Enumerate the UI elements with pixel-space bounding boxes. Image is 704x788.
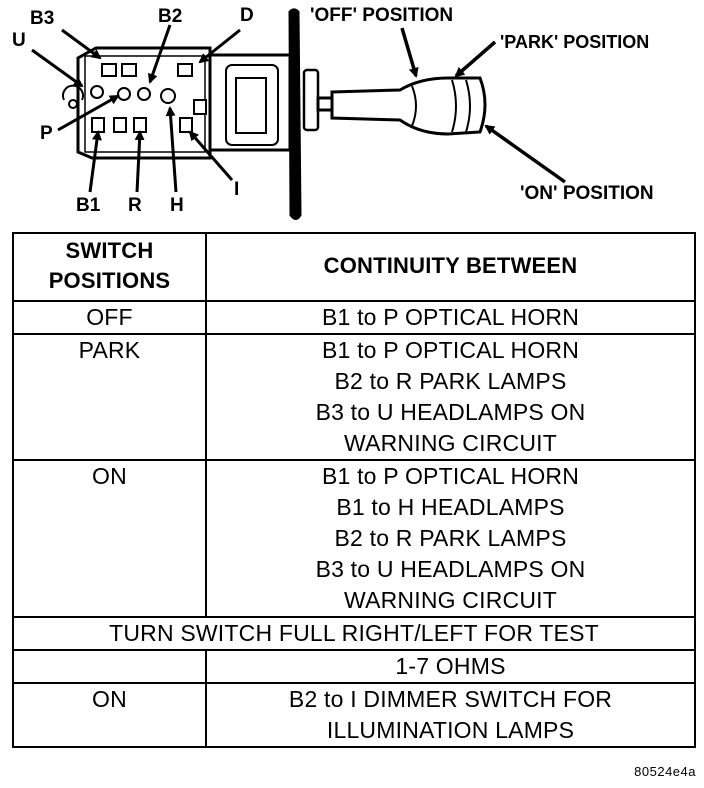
continuity-between-header: CONTINUITY BETWEEN: [206, 233, 695, 301]
continuity-line: ILLUMINATION LAMPS: [326, 717, 575, 743]
header-line-1: SWITCH: [65, 238, 154, 263]
terminal-label-r: R: [128, 195, 142, 216]
test-instruction-cell: TURN SWITCH FULL RIGHT/LEFT FOR TEST: [13, 617, 695, 650]
terminals: [91, 64, 206, 132]
continuity-line: B2 to R PARK LAMPS: [334, 525, 567, 551]
continuity-line: B2 to I DIMMER SWITCH FOR: [288, 686, 613, 712]
continuity-line: WARNING CIRCUIT: [344, 430, 557, 456]
terminal-label-b1: B1: [76, 195, 101, 216]
figure-code: 80524e4a: [634, 764, 696, 779]
table-row-on: [13, 460, 695, 617]
switch-knob: [318, 78, 485, 134]
continuity-line: B3 to U HEADLAMPS ON: [315, 399, 586, 425]
mounting-plate: [290, 10, 318, 219]
on-position-label: 'ON' POSITION: [520, 183, 654, 204]
ohms-cell: 1-7 OHMS: [206, 650, 695, 683]
terminal-label-u: U: [12, 30, 26, 51]
continuity-line: B1 to P OPTICAL HORN: [321, 463, 580, 489]
switch-positions-header: [13, 233, 206, 301]
off-position-label: 'OFF' POSITION: [310, 5, 454, 26]
terminal-label-p: P: [40, 123, 53, 144]
terminal-label-i: I: [234, 179, 240, 200]
terminal-label-d: D: [240, 5, 254, 26]
headlamp-switch-diagram: [0, 0, 704, 230]
table-row-off: [13, 301, 695, 334]
table-row-dimmer: [13, 683, 695, 747]
position-cell: ON: [13, 460, 206, 617]
continuity-cell: [206, 301, 695, 334]
continuity-line: B1 to P OPTICAL HORN: [321, 337, 580, 363]
empty-position-cell: [13, 650, 206, 683]
table-row-park: [13, 334, 695, 460]
table-row-ohms: [13, 650, 695, 683]
continuity-table: [12, 232, 696, 748]
position-cell: ON: [13, 683, 206, 747]
continuity-cell: [206, 460, 695, 617]
continuity-table-wrap: [12, 232, 694, 748]
position-cell: PARK: [13, 334, 206, 460]
continuity-line: B1 to H HEADLAMPS: [336, 494, 565, 520]
terminal-label-b3: B3: [30, 8, 55, 29]
table-row-test-instruction: [13, 617, 695, 650]
terminal-label-b2: B2: [158, 6, 183, 27]
continuity-cell: [206, 334, 695, 460]
continuity-cell: [206, 683, 695, 747]
continuity-line: WARNING CIRCUIT: [344, 587, 557, 613]
park-position-label: 'PARK' POSITION: [500, 32, 650, 52]
header-line-2: POSITIONS: [48, 268, 171, 293]
continuity-line: B1 to P OPTICAL HORN: [321, 304, 580, 330]
position-cell: OFF: [13, 301, 206, 334]
continuity-line: B3 to U HEADLAMPS ON: [315, 556, 586, 582]
terminal-label-h: H: [170, 195, 184, 216]
table-header-row: [13, 233, 695, 301]
continuity-line: B2 to R PARK LAMPS: [334, 368, 567, 394]
